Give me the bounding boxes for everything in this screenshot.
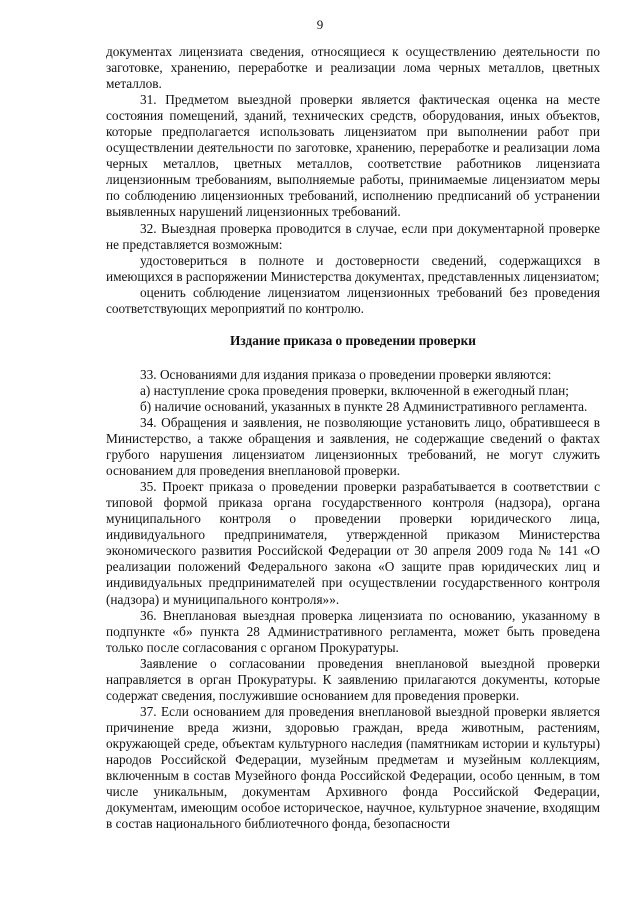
paragraph: 33. Основаниями для издания приказа о проведении проверки являются: <box>140 366 552 382</box>
paragraph: 36. Внеплановая выездная проверка лицензиата по основанию, указанному в подпункте «б» пункта 28 Административного регламента, может быть проведена только после согласования с органом Прокуратуры. <box>106 607 600 655</box>
paragraph: 34. Обращения и заявления, не позволяющие установить лицо, обратившееся в Министерство, а также обращения и заявления, не содержащие сведений о фактах грубого нарушения лицензиатом лицензионных требований, не могут служить основанием для проведения внеплановой проверки. <box>106 414 600 479</box>
paragraph: Заявление о согласовании проведения внеплановой выездной проверки направляется в орган Прокуратуры. К заявлению прилагаются документы, которые содержат сведения, послужившие основанием для проведения проверки. <box>106 655 600 703</box>
paragraph: 37. Если основанием для проведения внеплановой выездной проверки является причинение вреда жизни, здоровью граждан, вреда животным, растениям, окружающей среде, объектам культурного наследия (памятникам истории и культуры) народов Российской Федерации, музейным предметам и музейным коллекциям, включенным в состав Музейного фонда Российской Федерации, особо ценным, в том числе уникальным, документам Архивного фонда Российской Федерации, документам, имеющим особое историческое, научное, культурное значение, входящим в состав национального библиотечного фонда, безопасности <box>106 703 600 832</box>
paragraph: документах лицензиата сведения, относящиеся к осуществлению деятельности по заготовке, хранению, переработке и реализации лома черных металлов, цветных металлов. <box>106 44 600 92</box>
paragraph: удостовериться в полноте и достоверности сведений, содержащихся в имеющихся в распоряжении Министерства документах, представленных лицензиатом; <box>106 252 600 284</box>
paragraph: 32. Выездная проверка проводится в случае, если при документарной проверке не представляется возможным: <box>106 220 600 252</box>
paragraph: а) наступление срока проведения проверки, включенной в ежегодный план; <box>140 382 569 398</box>
page-number: 9 <box>316 17 324 32</box>
section-before-heading <box>106 44 600 317</box>
section-after-heading <box>106 367 600 832</box>
document-body <box>106 44 600 832</box>
section-heading: Издание приказа о проведении проверки <box>230 332 476 348</box>
paragraph: 35. Проект приказа о проведении проверки разрабатывается в соответствии с типовой формой приказа органа государственного контроля (надзора), органа муниципального контроля о проведении проверки юридического лица, индивидуального предпринимателя, утвержденной приказом Министерства экономического развития Российской Федерации от 30 апреля 2009 года № 141 «О реализации положений Федерального закона «О защите прав юридических лиц и индивидуальных предпринимателей при осуществлении государственного контроля (надзора) и муниципального контроля»». <box>106 479 600 607</box>
paragraph: оценить соблюдение лицензиатом лицензионных требований без проведения соответствующих мероприятий по контролю. <box>106 284 600 316</box>
paragraph: б) наличие оснований, указанных в пункте 28 Административного регламента. <box>140 398 588 414</box>
paragraph: 31. Предметом выездной проверки является фактическая оценка на месте состояния помещений, зданий, технических средств, оборудования, иных объектов, которые предполагается использовать лицензиатом при выполнении работ при осуществлении деятельности по заготовке, хранению, переработке и реализации лома черных металлов, цветных металлов, соответствие работников лицензиата лицензионным требованиям, выполняемые работы, принимаемые лицензиатом меры по соблюдению лицензионных требований, исполнению предписаний об устранении выявленных нарушений лицензионных требований. <box>106 92 600 220</box>
